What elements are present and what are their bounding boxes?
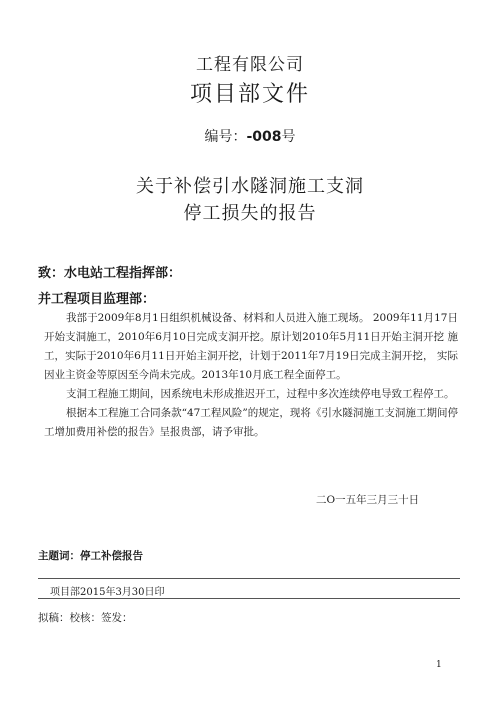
document-type: 项目部文件 xyxy=(189,82,310,107)
recipient-secondary: 并工程项目监理部： xyxy=(38,292,156,307)
footer-rule-top xyxy=(38,578,460,579)
document-number xyxy=(0,126,500,146)
organization-name: 工程有限公司 xyxy=(196,55,304,75)
footer-rule-bottom xyxy=(38,598,460,599)
report-date: 二O一五年三月三十日 xyxy=(316,494,420,506)
page-number: 1 xyxy=(436,660,442,670)
report-title-line-1: 关于补偿引水隧洞施工支洞 xyxy=(136,176,364,197)
document-number-suffix: 号 xyxy=(281,129,296,145)
report-title-line-2: 停工损失的报告 xyxy=(183,203,317,224)
body-paragraph-2: 支洞工程施工期间，因系统电未形成推迟开工，过程中多次连续停电导致工程停工。 xyxy=(66,388,455,400)
body-paragraph-3: 根据本工程施工合同条款“47工程风险”的规定，现将《引水隧洞施工支洞施工期间停工增加费用补偿的报告》呈报贵部，请予审批。 xyxy=(44,407,458,438)
print-info: 项目部2015年3月30日印 xyxy=(50,587,165,598)
document-number-prefix: 编号： xyxy=(204,129,247,145)
signature-row: 拟稿：校核：签发： xyxy=(38,612,133,624)
recipient-primary: 致：水电站工程指挥部： xyxy=(38,266,182,281)
body-paragraph-1: 我部于2009年8月1日组织机械设备、材料和人员进入施工现场。 2009年11月17日开始支洞施工，2010年6月10日完成支洞开挖。原计划2010年5月11日开始主洞开挖 施工，实际于2010年6月11日开始主洞开挖，计划于2011年7月19日完成主洞开挖， 实际因业主资金等原因至今尚未完成。2013年10月底工程全面停工。 xyxy=(44,312,458,381)
document-number-value: -008 xyxy=(246,129,282,145)
subject-keywords: 主题词：停工补偿报告 xyxy=(38,550,143,562)
